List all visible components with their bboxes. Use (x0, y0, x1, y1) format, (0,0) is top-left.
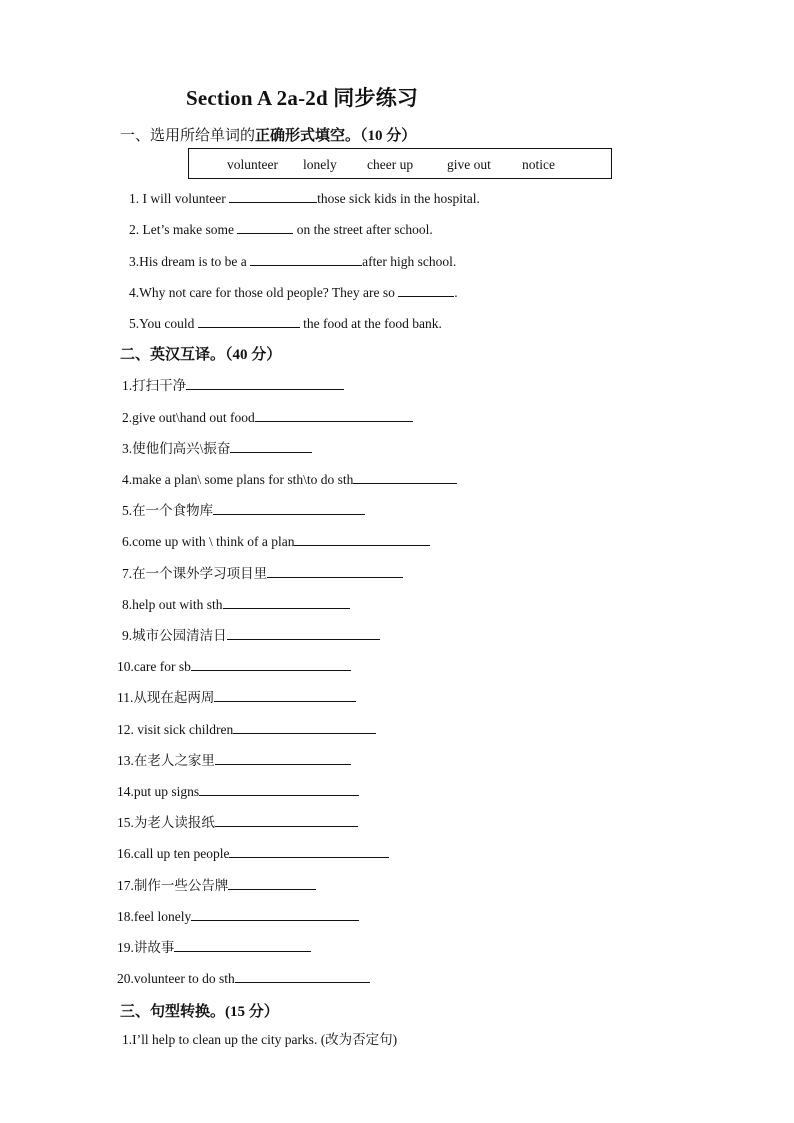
translate-item-text: 12. visit sick children (117, 722, 234, 737)
fill-item (129, 282, 458, 302)
translate-item-text: 13.在老人之家里 (117, 753, 215, 768)
translate-item (117, 687, 356, 707)
translate-item (117, 656, 351, 676)
fill-item-text: after high school. (362, 254, 457, 269)
translate-item-text: 18.feel lonely (117, 909, 192, 924)
section-2-heading: 二、英汉互译。（40 分） (120, 347, 282, 363)
fill-item (129, 313, 442, 333)
translate-item (117, 906, 359, 926)
fill-item-text: 1. I will volunteer (129, 191, 230, 206)
translate-item-text: 8.help out with sth (122, 597, 223, 612)
answer-blank[interactable] (294, 531, 430, 546)
word-bank-item: notice (522, 157, 555, 172)
translate-item-text: 16.call up ten people (117, 846, 230, 861)
answer-blank[interactable] (213, 500, 365, 515)
answer-blank[interactable] (237, 219, 293, 234)
answer-blank[interactable] (228, 875, 316, 890)
translate-item-text: 10.care for sb (117, 659, 191, 674)
translate-item (117, 843, 389, 863)
word-bank-item: volunteer (227, 157, 278, 172)
fill-item (129, 219, 433, 239)
answer-blank[interactable] (198, 313, 300, 328)
translate-item-text: 4.make a plan\ some plans for sth\to do sth (122, 472, 354, 487)
fill-item (129, 188, 480, 208)
translate-item-text: 17.制作一些公告牌 (117, 878, 229, 893)
translate-item (122, 375, 344, 395)
fill-item-text: 2. Let’s make some (129, 222, 238, 237)
translate-item (122, 625, 380, 645)
translate-item-text: 2.give out\hand out food (122, 410, 255, 425)
translate-item-text: 3.使他们高兴\振奋 (122, 441, 231, 456)
answer-blank[interactable] (214, 687, 356, 702)
answer-blank[interactable] (215, 812, 358, 827)
answer-blank[interactable] (215, 750, 351, 765)
translate-item-text: 15.为老人读报纸 (117, 815, 215, 830)
answer-blank[interactable] (186, 375, 344, 390)
answer-blank[interactable] (230, 438, 312, 453)
answer-blank[interactable] (255, 407, 413, 422)
translate-item-text: 5.在一个食物库 (122, 503, 214, 518)
answer-blank[interactable] (229, 843, 389, 858)
translate-item-text: 9.城市公园清洁日 (122, 628, 227, 643)
answer-blank[interactable] (223, 594, 350, 609)
answer-blank[interactable] (174, 937, 311, 952)
translate-item (122, 500, 365, 520)
word-bank-item: lonely (303, 157, 337, 172)
answer-blank[interactable] (199, 781, 359, 796)
page-title: Section A 2a-2d 同步练习 (186, 86, 419, 110)
translate-item (122, 407, 413, 427)
translate-item (117, 781, 359, 801)
translate-item-text: 14.put up signs (117, 784, 200, 799)
section-3-heading: 三、句型转换。(15 分） (120, 1004, 279, 1020)
translate-item (117, 750, 351, 770)
answer-blank[interactable] (235, 968, 370, 983)
fill-item (129, 251, 456, 271)
transform-item: 1.I’ll help to clean up the city parks. (改为否定句) (122, 1032, 398, 1047)
fill-item-text: 5.You could (129, 316, 198, 331)
section-1-heading (120, 124, 416, 145)
translate-item-text: 1.打扫干净 (122, 378, 187, 393)
answer-blank[interactable] (398, 282, 454, 297)
translate-item (122, 531, 430, 551)
translate-item-text: 7.在一个课外学习项目里 (122, 566, 268, 581)
translate-item (117, 719, 376, 739)
section-1-heading-bold: 正确形式填空。（10 分） (255, 128, 417, 144)
fill-item-text: on the street after school. (293, 222, 433, 237)
answer-blank[interactable] (233, 719, 376, 734)
fill-item-text: . (454, 285, 458, 300)
word-bank-box (188, 148, 612, 179)
answer-blank[interactable] (229, 188, 317, 203)
translate-item (122, 438, 312, 458)
translate-item-text: 11.从现在起两周 (117, 690, 215, 705)
translate-item (117, 875, 316, 895)
answer-blank[interactable] (353, 469, 457, 484)
translate-item-text: 6.come up with \ think of a plan (122, 534, 295, 549)
translate-item-text: 19.讲故事 (117, 940, 175, 955)
translate-item-text: 20.volunteer to do sth (117, 971, 235, 986)
translate-item (117, 812, 358, 832)
translate-item (117, 968, 370, 988)
translate-item (122, 563, 403, 583)
answer-blank[interactable] (191, 906, 359, 921)
answer-blank[interactable] (250, 251, 362, 266)
word-bank-item: give out (447, 157, 491, 172)
translate-item (122, 594, 350, 614)
section-1-heading-prefix: 一、选用所给单词的 (120, 128, 256, 144)
word-bank-item: cheer up (367, 157, 414, 172)
fill-item-text: the food at the food bank. (299, 316, 442, 331)
answer-blank[interactable] (267, 563, 403, 578)
answer-blank[interactable] (227, 625, 380, 640)
fill-item-text: those sick kids in the hospital. (317, 191, 480, 206)
answer-blank[interactable] (191, 656, 351, 671)
fill-item-text: 4.Why not care for those old people? They are so (129, 285, 399, 300)
translate-item (122, 469, 457, 489)
fill-item-text: 3.His dream is to be a (129, 254, 251, 269)
translate-item (117, 937, 311, 957)
